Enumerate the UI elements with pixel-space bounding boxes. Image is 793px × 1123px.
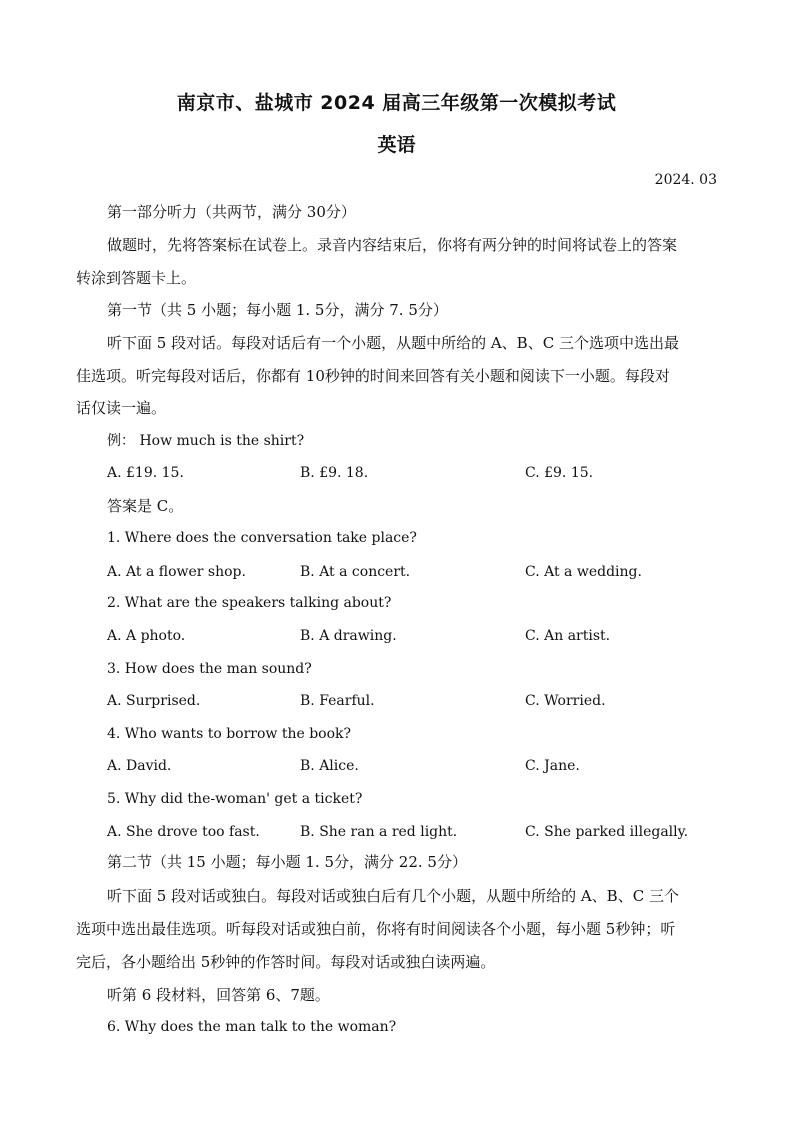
- question-4-option-a: A. David.: [107, 758, 172, 774]
- question-2: 2. What are the speakers talking about?: [107, 595, 392, 611]
- part1-instruction-line1: 做题时，先将答案标在试卷上。录音内容结束后，你将有两分钟的时间将试卷上的答案: [107, 236, 678, 254]
- section1-directions-line2: 佳选项。听完每段对话后，你都有 10秒钟的时间来回答有关小题和阅读下一小题。每段对: [76, 367, 670, 385]
- question-3-option-a: A. Surprised.: [107, 693, 201, 709]
- section2-directions-line2: 选项中选出最佳选项。听每段对话或独白前，你将有时间阅读各个小题，每小题 5秒钟；听: [76, 920, 676, 938]
- part1-heading: 第一部分听力（共两节，满分 30分）: [107, 203, 356, 221]
- question-5-option-a: A. She drove too fast.: [107, 824, 260, 840]
- question-2-option-b: B. A drawing.: [300, 628, 397, 644]
- section1-heading: 第一节（共 5 小题；每小题 1. 5分，满分 7. 5分）: [107, 301, 448, 319]
- question-5-option-b: B. She ran a red light.: [300, 824, 458, 840]
- question-4: 4. Who wants to borrow the book?: [107, 726, 352, 742]
- exam-date: 2024. 03: [654, 172, 717, 188]
- subject-title: 英语: [377, 134, 416, 156]
- exam-title: 南京市、盐城市 2024 届高三年级第一次模拟考试: [176, 92, 617, 114]
- example-option-c: C. £9. 15.: [525, 465, 594, 481]
- question-1: 1. Where does the conversation take place?: [107, 530, 417, 546]
- section1-directions-line1: 听下面 5 段对话。每段对话后有一个小题，从题中所给的 A、B、C 三个选项中选出最: [107, 334, 679, 352]
- question-6: 6. Why does the man talk to the woman?: [107, 1019, 397, 1035]
- example-option-b: B. £9. 18.: [300, 465, 369, 481]
- section2-heading: 第二节（共 15 小题；每小题 1. 5分，满分 22. 5分）: [107, 853, 467, 871]
- question-1-option-b: B. At a concert.: [300, 564, 411, 580]
- question-2-option-a: A. A photo.: [107, 628, 186, 644]
- question-1-option-c: C. At a wedding.: [525, 564, 642, 580]
- example-option-a: A. £19. 15.: [107, 465, 184, 481]
- question-5-option-c: C. She parked illegally.: [525, 824, 689, 840]
- question-1-option-a: A. At a flower shop.: [107, 564, 246, 580]
- question-2-option-c: C. An artist.: [525, 628, 611, 644]
- question-4-option-b: B. Alice.: [300, 758, 359, 774]
- question-3: 3. How does the man sound?: [107, 661, 312, 677]
- section2-directions-line1: 听下面 5 段对话或独白。每段对话或独白后有几个小题，从题中所给的 A、B、C 三个: [107, 887, 679, 905]
- example-question: 例： How much is the shirt?: [107, 433, 305, 449]
- section2-directions-line3: 完后，各小题给出 5秒钟的作答时间。每段对话或独白读两遍。: [76, 953, 496, 971]
- question-3-option-b: B. Fearful.: [300, 693, 375, 709]
- question-4-option-c: C. Jane.: [525, 758, 580, 774]
- section2-material-6: 听第 6 段材料，回答第 6、7题。: [107, 986, 330, 1004]
- part1-instruction-line2: 转涂到答题卡上。: [76, 269, 197, 287]
- section1-directions-line3: 话仅读一遍。: [76, 399, 167, 417]
- question-3-option-c: C. Worried.: [525, 693, 606, 709]
- question-5: 5. Why did the-woman' get a ticket?: [107, 791, 363, 807]
- example-answer: 答案是 C。: [107, 497, 184, 515]
